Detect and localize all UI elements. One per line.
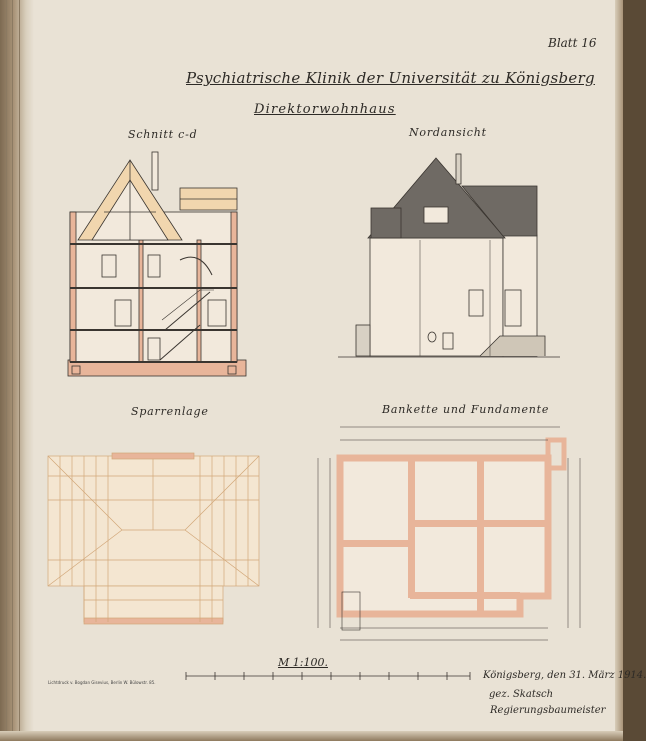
foundation-plan-drawing: [318, 427, 580, 640]
section-label: Schnitt c-d: [128, 128, 198, 141]
signature-name: gez. Skatsch: [489, 689, 554, 700]
sheet-title: Psychiatrische Klinik der Universität zu Königsberg: [186, 69, 595, 87]
sheet-number: Blatt 16: [548, 36, 597, 50]
north-elevation-label: Nordansicht: [409, 126, 487, 139]
sheet-subtitle: Direktorwohnhaus: [254, 102, 396, 117]
printer-note: Lichtdruck v. Bogdan Gisevius, Berlin W. Bülowstr. 85.: [48, 680, 156, 685]
scale-label: M 1:100.: [278, 656, 328, 669]
section-drawing: [68, 152, 246, 376]
signature-role: Regierungsbaumeister: [490, 705, 606, 716]
rafter-plan-drawing: [48, 453, 259, 624]
signature-place-date: Königsberg, den 31. März 1914.: [483, 670, 646, 681]
rafters-label: Sparrenlage: [131, 405, 209, 418]
north-elevation-drawing: [338, 154, 560, 357]
foundations-label: Bankette und Fundamente: [382, 403, 550, 416]
scale-bar: [186, 672, 470, 680]
